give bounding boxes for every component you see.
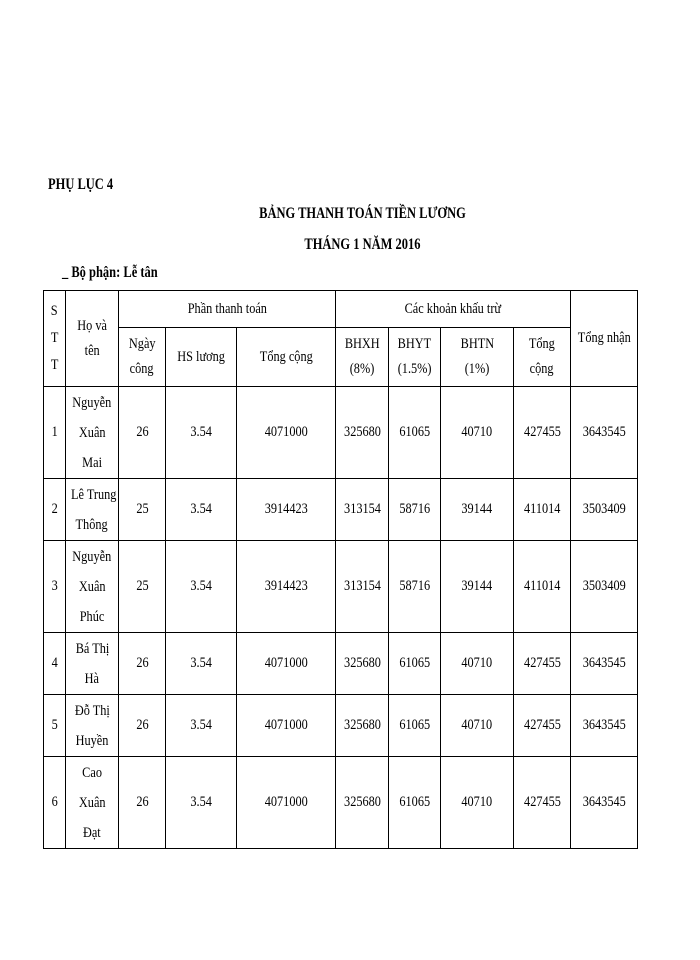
cell-bhtn: 40710 [441, 633, 514, 695]
cell-total-pay: 4071000 [237, 633, 336, 695]
cell-total-pay: 3914423 [237, 541, 336, 633]
table-row [44, 633, 638, 695]
cell-days: 26 [119, 695, 166, 757]
cell-name: Cao Xuân Đạt [66, 757, 119, 849]
cell-bhyt: 58716 [389, 479, 441, 541]
cell-bhxh: 325680 [336, 695, 389, 757]
table-row [44, 387, 638, 479]
cell-coefficient: 3.54 [166, 695, 237, 757]
cell-bhtn: 40710 [441, 695, 514, 757]
cell-net: 3643545 [571, 633, 638, 695]
cell-bhyt: 61065 [389, 757, 441, 849]
cell-bhyt: 61065 [389, 695, 441, 757]
cell-net: 3503409 [571, 541, 638, 633]
cell-name: Bá Thị Hà [66, 633, 119, 695]
cell-days: 26 [119, 757, 166, 849]
payroll-table [43, 290, 638, 849]
cell-total-pay: 4071000 [237, 757, 336, 849]
header-net: Tổng nhận [571, 291, 638, 387]
cell-name: Lê Trung Thông [66, 479, 119, 541]
cell-name: Đỗ Thị Huyền [66, 695, 119, 757]
cell-days: 25 [119, 541, 166, 633]
table-row [44, 757, 638, 849]
cell-total-pay: 4071000 [237, 387, 336, 479]
cell-name: Nguyễn Xuân Phúc [66, 541, 119, 633]
cell-days: 26 [119, 633, 166, 695]
cell-coefficient: 3.54 [166, 541, 237, 633]
department-label: _ Bộ phận: Lễ tân [62, 264, 158, 281]
cell-net: 3643545 [571, 387, 638, 479]
cell-stt: 1 [44, 387, 66, 479]
table-row [44, 695, 638, 757]
cell-bhyt: 61065 [389, 387, 441, 479]
cell-coefficient: 3.54 [166, 479, 237, 541]
cell-net: 3503409 [571, 479, 638, 541]
table-row [44, 541, 638, 633]
cell-total-deduction: 411014 [514, 479, 571, 541]
header-coefficient: HS lương [166, 328, 237, 387]
cell-bhyt: 61065 [389, 633, 441, 695]
header-bhyt: BHYT (1.5%) [389, 328, 441, 387]
cell-stt: 3 [44, 541, 66, 633]
document-title: BẢNG THANH TOÁN TIỀN LƯƠNG [258, 205, 466, 222]
cell-total-deduction: 427455 [514, 387, 571, 479]
cell-bhxh: 325680 [336, 757, 389, 849]
cell-bhxh: 313154 [336, 541, 389, 633]
cell-stt: 6 [44, 757, 66, 849]
cell-bhxh: 325680 [336, 387, 389, 479]
cell-bhtn: 39144 [441, 479, 514, 541]
header-days: Ngày công [119, 328, 166, 387]
cell-total-deduction: 427455 [514, 757, 571, 849]
cell-bhxh: 313154 [336, 479, 389, 541]
header-payment-group: Phần thanh toán [119, 291, 336, 328]
header-deduction-group: Các khoản khấu trừ [336, 291, 571, 328]
cell-bhxh: 325680 [336, 633, 389, 695]
cell-coefficient: 3.54 [166, 757, 237, 849]
cell-bhtn: 39144 [441, 541, 514, 633]
cell-bhtn: 40710 [441, 387, 514, 479]
cell-stt: 4 [44, 633, 66, 695]
cell-stt: 5 [44, 695, 66, 757]
cell-total-pay: 4071000 [237, 695, 336, 757]
appendix-label: PHỤ LỤC 4 [48, 176, 114, 193]
cell-days: 26 [119, 387, 166, 479]
table-row [44, 479, 638, 541]
cell-total-deduction: 427455 [514, 633, 571, 695]
cell-days: 25 [119, 479, 166, 541]
cell-total-deduction: 411014 [514, 541, 571, 633]
cell-name: Nguyễn Xuân Mai [66, 387, 119, 479]
cell-bhyt: 58716 [389, 541, 441, 633]
cell-bhtn: 40710 [441, 757, 514, 849]
cell-stt: 2 [44, 479, 66, 541]
header-total-deduction: Tổng cộng [514, 328, 571, 387]
header-bhxh: BHXH (8%) [336, 328, 389, 387]
cell-total-pay: 3914423 [237, 479, 336, 541]
header-bhtn: BHTN (1%) [441, 328, 514, 387]
header-name: Họ và tên [66, 291, 119, 387]
cell-coefficient: 3.54 [166, 633, 237, 695]
cell-total-deduction: 427455 [514, 695, 571, 757]
document-subtitle: THÁNG 1 NĂM 2016 [303, 236, 421, 253]
cell-net: 3643545 [571, 757, 638, 849]
cell-coefficient: 3.54 [166, 387, 237, 479]
header-stt: S T T [44, 291, 66, 387]
header-total-pay: Tổng cộng [237, 328, 336, 387]
cell-net: 3643545 [571, 695, 638, 757]
